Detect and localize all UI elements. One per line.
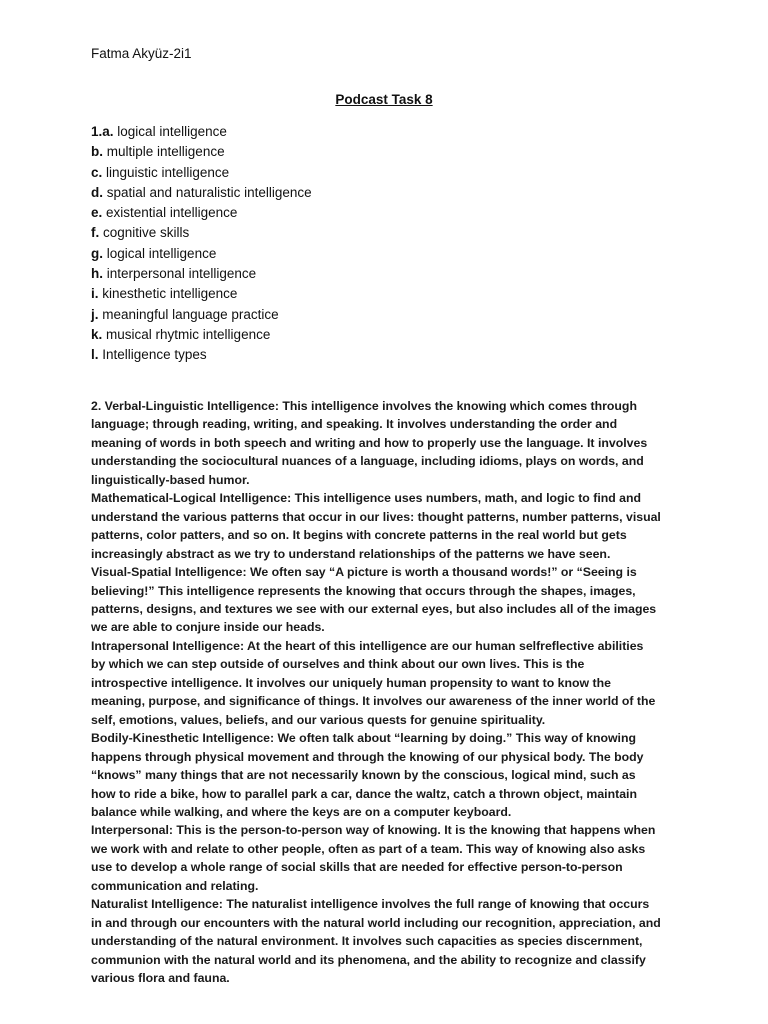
answer-text: Intelligence types bbox=[102, 347, 207, 363]
paragraph-heading: Interpersonal: bbox=[91, 823, 173, 838]
paragraph-heading: 2. Verbal-Linguistic Intelligence: bbox=[91, 399, 279, 413]
paragraph-verbal-linguistic bbox=[91, 397, 661, 489]
paragraph-interpersonal bbox=[91, 821, 661, 895]
paragraph-text: At the heart of this intelligence are our human selfreflective abilities by which we can step outside of ourselves and think about our own lives. This is the introspective intelligence. It involves our uniquely human propensity to want to know the meaning, purpose, and significance of things. It involves our awareness of the inner world of the self, emotions, values, beliefs, and our various quests for genuine spirituality. bbox=[91, 638, 656, 727]
paragraph-naturalist bbox=[91, 895, 661, 987]
paragraph-intrapersonal bbox=[91, 637, 661, 729]
answer-key: i. bbox=[91, 286, 99, 302]
paragraph-heading: Naturalist Intelligence: bbox=[91, 897, 223, 912]
answer-item bbox=[91, 305, 312, 325]
answer-item bbox=[91, 244, 312, 264]
answer-text: meaningful language practice bbox=[102, 306, 279, 322]
essay-body bbox=[91, 397, 661, 988]
answer-item bbox=[91, 223, 312, 243]
author-name: Fatma Akyüz-2i1 bbox=[91, 46, 192, 61]
page-title: Podcast Task 8 bbox=[335, 92, 433, 107]
paragraph-heading: Mathematical-Logical Intelligence: bbox=[91, 491, 292, 506]
paragraph-text: The naturalist intelligence involves the full range of knowing that occurs in and through our encounters with the natural world including our recognition, appreciation, and understanding of the natural environment. It involves such capacities as species discernment, communion with the natural world and its phenomena, and the ability to recognize and classify various flora and fauna. bbox=[91, 897, 661, 986]
paragraph-text: This is the person-to-person way of knowing. It is the knowing that happens when we work with and relate to other people, often as part of a team. This way of knowing also asks use to develop a whole range of social skills that are needed for effective person-to-person communication and relating. bbox=[91, 823, 656, 893]
answer-item bbox=[91, 122, 312, 142]
answer-key: l. bbox=[91, 347, 99, 363]
paragraph-heading: Intrapersonal Intelligence: bbox=[91, 638, 245, 653]
answer-item bbox=[91, 284, 312, 304]
answer-key: f. bbox=[91, 225, 100, 241]
answer-text: multiple intelligence bbox=[106, 144, 225, 160]
answer-item bbox=[91, 203, 312, 223]
answer-item bbox=[91, 345, 312, 365]
answer-key: k. bbox=[91, 326, 103, 342]
answer-text: kinesthetic intelligence bbox=[102, 286, 238, 302]
answer-item bbox=[91, 325, 312, 345]
answer-text: musical rhytmic intelligence bbox=[106, 326, 271, 342]
answer-item bbox=[91, 163, 312, 183]
answer-key: 1.a. bbox=[91, 124, 114, 139]
answer-text: spatial and naturalistic intelligence bbox=[106, 184, 312, 200]
paragraph-heading: Bodily-Kinesthetic Intelligence: bbox=[91, 731, 275, 746]
answer-item bbox=[91, 183, 312, 203]
answer-key: c. bbox=[91, 164, 103, 180]
answer-text: logical intelligence bbox=[106, 245, 217, 261]
answer-key: j. bbox=[91, 306, 99, 322]
answer-text: existential intelligence bbox=[106, 205, 238, 221]
paragraph-visual-spatial bbox=[91, 563, 661, 637]
answer-item bbox=[91, 264, 312, 284]
answer-key: g. bbox=[91, 245, 103, 261]
answer-text: logical intelligence bbox=[117, 124, 227, 139]
paragraph-text: This intelligence uses numbers, math, and logic to find and understand the various patterns that occur in our lives: thought patterns, number patterns, visual patterns, color patters, and so on. It begins with concrete patterns in the real world but gets increasingly abstract as we try to understand relationships of the patterns we have seen. bbox=[91, 491, 661, 561]
paragraph-bodily-kinesthetic bbox=[91, 729, 661, 821]
answer-item bbox=[91, 142, 312, 162]
answer-text: linguistic intelligence bbox=[106, 164, 230, 180]
answer-key: b. bbox=[91, 144, 103, 160]
answer-list bbox=[91, 122, 312, 366]
answer-text: cognitive skills bbox=[103, 225, 190, 241]
answer-text: interpersonal intelligence bbox=[106, 266, 257, 282]
paragraph-mathematical-logical bbox=[91, 489, 661, 563]
paragraph-heading: Visual-Spatial Intelligence: bbox=[91, 565, 247, 580]
paragraph-text: We often talk about “learning by doing.” This way of knowing happens through physical movement and through the knowing of our physical body. The body “knows” many things that are not necessarily known by the conscious, logical mind, such as how to ride a bike, how to parallel park a car, dance the waltz, catch a thrown object, maintain balance while walking, and where the keys are on a computer keyboard. bbox=[91, 731, 644, 819]
paragraph-text: We often say “A picture is worth a thousand words!” or “Seeing is believing!” This intelligence represents the knowing that occurs through the shapes, images, patterns, designs, and textures we see with our external eyes, but also includes all of the images we are able to conjure inside our heads. bbox=[91, 565, 657, 635]
answer-key: d. bbox=[91, 184, 103, 200]
paragraph-text: This intelligence involves the knowing which comes through language; through reading, writing, and speaking. It involves understanding the order and meaning of words in both speech and writing and how to properly use the language. It involves understanding the sociocultural nuances of a language, including idioms, plays on words, and linguistically-based humor. bbox=[91, 399, 648, 487]
answer-key: h. bbox=[91, 266, 103, 282]
answer-key: e. bbox=[91, 205, 103, 221]
